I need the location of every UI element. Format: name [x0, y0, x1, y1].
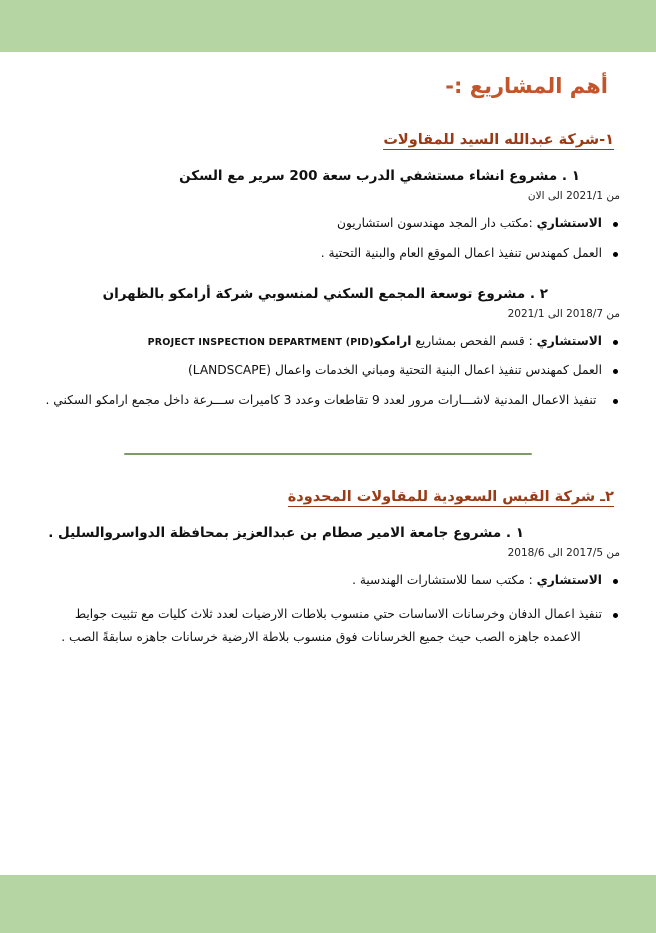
- company-heading-2: [36, 489, 614, 505]
- section-company-2: [36, 489, 620, 650]
- page-title: أهم المشاريع :-: [445, 74, 608, 98]
- bullet-text: : قسم الفحص بمشاريع: [411, 333, 533, 348]
- company-heading-1: [36, 132, 614, 148]
- project-2-1-bullets-long: [36, 603, 620, 651]
- section-divider: [124, 453, 532, 455]
- list-item: [36, 242, 620, 266]
- bullet-label: الاستشاري: [536, 572, 602, 587]
- project-1-1: [36, 168, 620, 266]
- project-2-1-bullets: [36, 569, 620, 593]
- bullet-text: تنفيذ اعمال الدفان وخرسانات الاساسات حتي منسوب بلاطات الارضيات لعدد ثلاث كليات مع تثبيت جوايط الاعمده جاهزه الصب حيث جميع الخرسانات فوق منسوب بلاطة الارضية خرسانات جاهزه سابقةً الصب .: [61, 606, 602, 645]
- project-1-2-date: من 2018/7 الى 2021/1: [507, 307, 620, 320]
- bullet-bold-tail: ارامكو: [373, 333, 412, 348]
- bottom-green-band: [0, 875, 656, 933]
- bullet-latin-text: PROJECT INSPECTION DEPARTMENT (PID): [147, 336, 374, 348]
- list-item: [36, 212, 620, 236]
- project-1-2-title: ٢ . مشروع توسعة المجمع السكني لمنسوبي شركة أرامكو بالظهران: [102, 285, 548, 302]
- company-heading-1-text: ١-شركة عبدالله السيد للمقاولات: [383, 132, 614, 148]
- company-heading-2-text: ٢ـ شركة القبس السعودية للمقاولات المحدودة: [287, 488, 614, 505]
- project-2-1-title: ١ . مشروع جامعة الامير صطام بن عبدالعزيز بمحافظة الدواسروالسليل .: [48, 524, 524, 541]
- bullet-latin-text: (LANDSCAPE): [188, 363, 272, 378]
- project-1-2: [36, 286, 620, 413]
- bullet-text: العمل كمهندس تنفيذ اعمال الموقع العام والبنية التحتية .: [320, 245, 602, 260]
- bullet-text: : مكتب سما للاستشارات الهندسية .: [352, 572, 533, 587]
- list-item: [36, 359, 620, 383]
- list-item: [36, 569, 620, 593]
- document-content: [0, 52, 656, 875]
- project-1-1-bullets: [36, 212, 620, 266]
- project-1-1-date: من 2021/1 الى الان: [527, 190, 620, 202]
- list-item: [36, 330, 620, 354]
- list-item: [36, 603, 620, 651]
- project-1-2-bullets: [36, 330, 620, 413]
- bullet-text: العمل كمهندس تنفيذ اعمال البنية التحتية ومباني الخدمات واعمال: [271, 363, 602, 378]
- bullet-label: الاستشاري: [536, 333, 602, 348]
- bullet-text: تنفيذ الاعمال المدنية لاشـــارات مرور لعدد 9 تقاطعات وعدد 3 كاميرات ســـرعة داخل مجمع ارامكو السكني .: [45, 393, 597, 408]
- section-company-1: [36, 132, 620, 455]
- bullet-text: :مكتب دار المجد مهندسون استشاريون: [337, 216, 533, 230]
- project-2-1: [36, 525, 620, 650]
- project-2-1-date: من 2017/5 الى 2018/6: [507, 546, 620, 559]
- bullet-label: الاستشاري: [536, 216, 602, 230]
- top-green-band: [0, 0, 656, 52]
- list-item: [36, 389, 620, 413]
- project-1-1-title: ١ . مشروع انشاء مستشفي الدرب سعة 200 سرير مع السكن: [179, 168, 580, 184]
